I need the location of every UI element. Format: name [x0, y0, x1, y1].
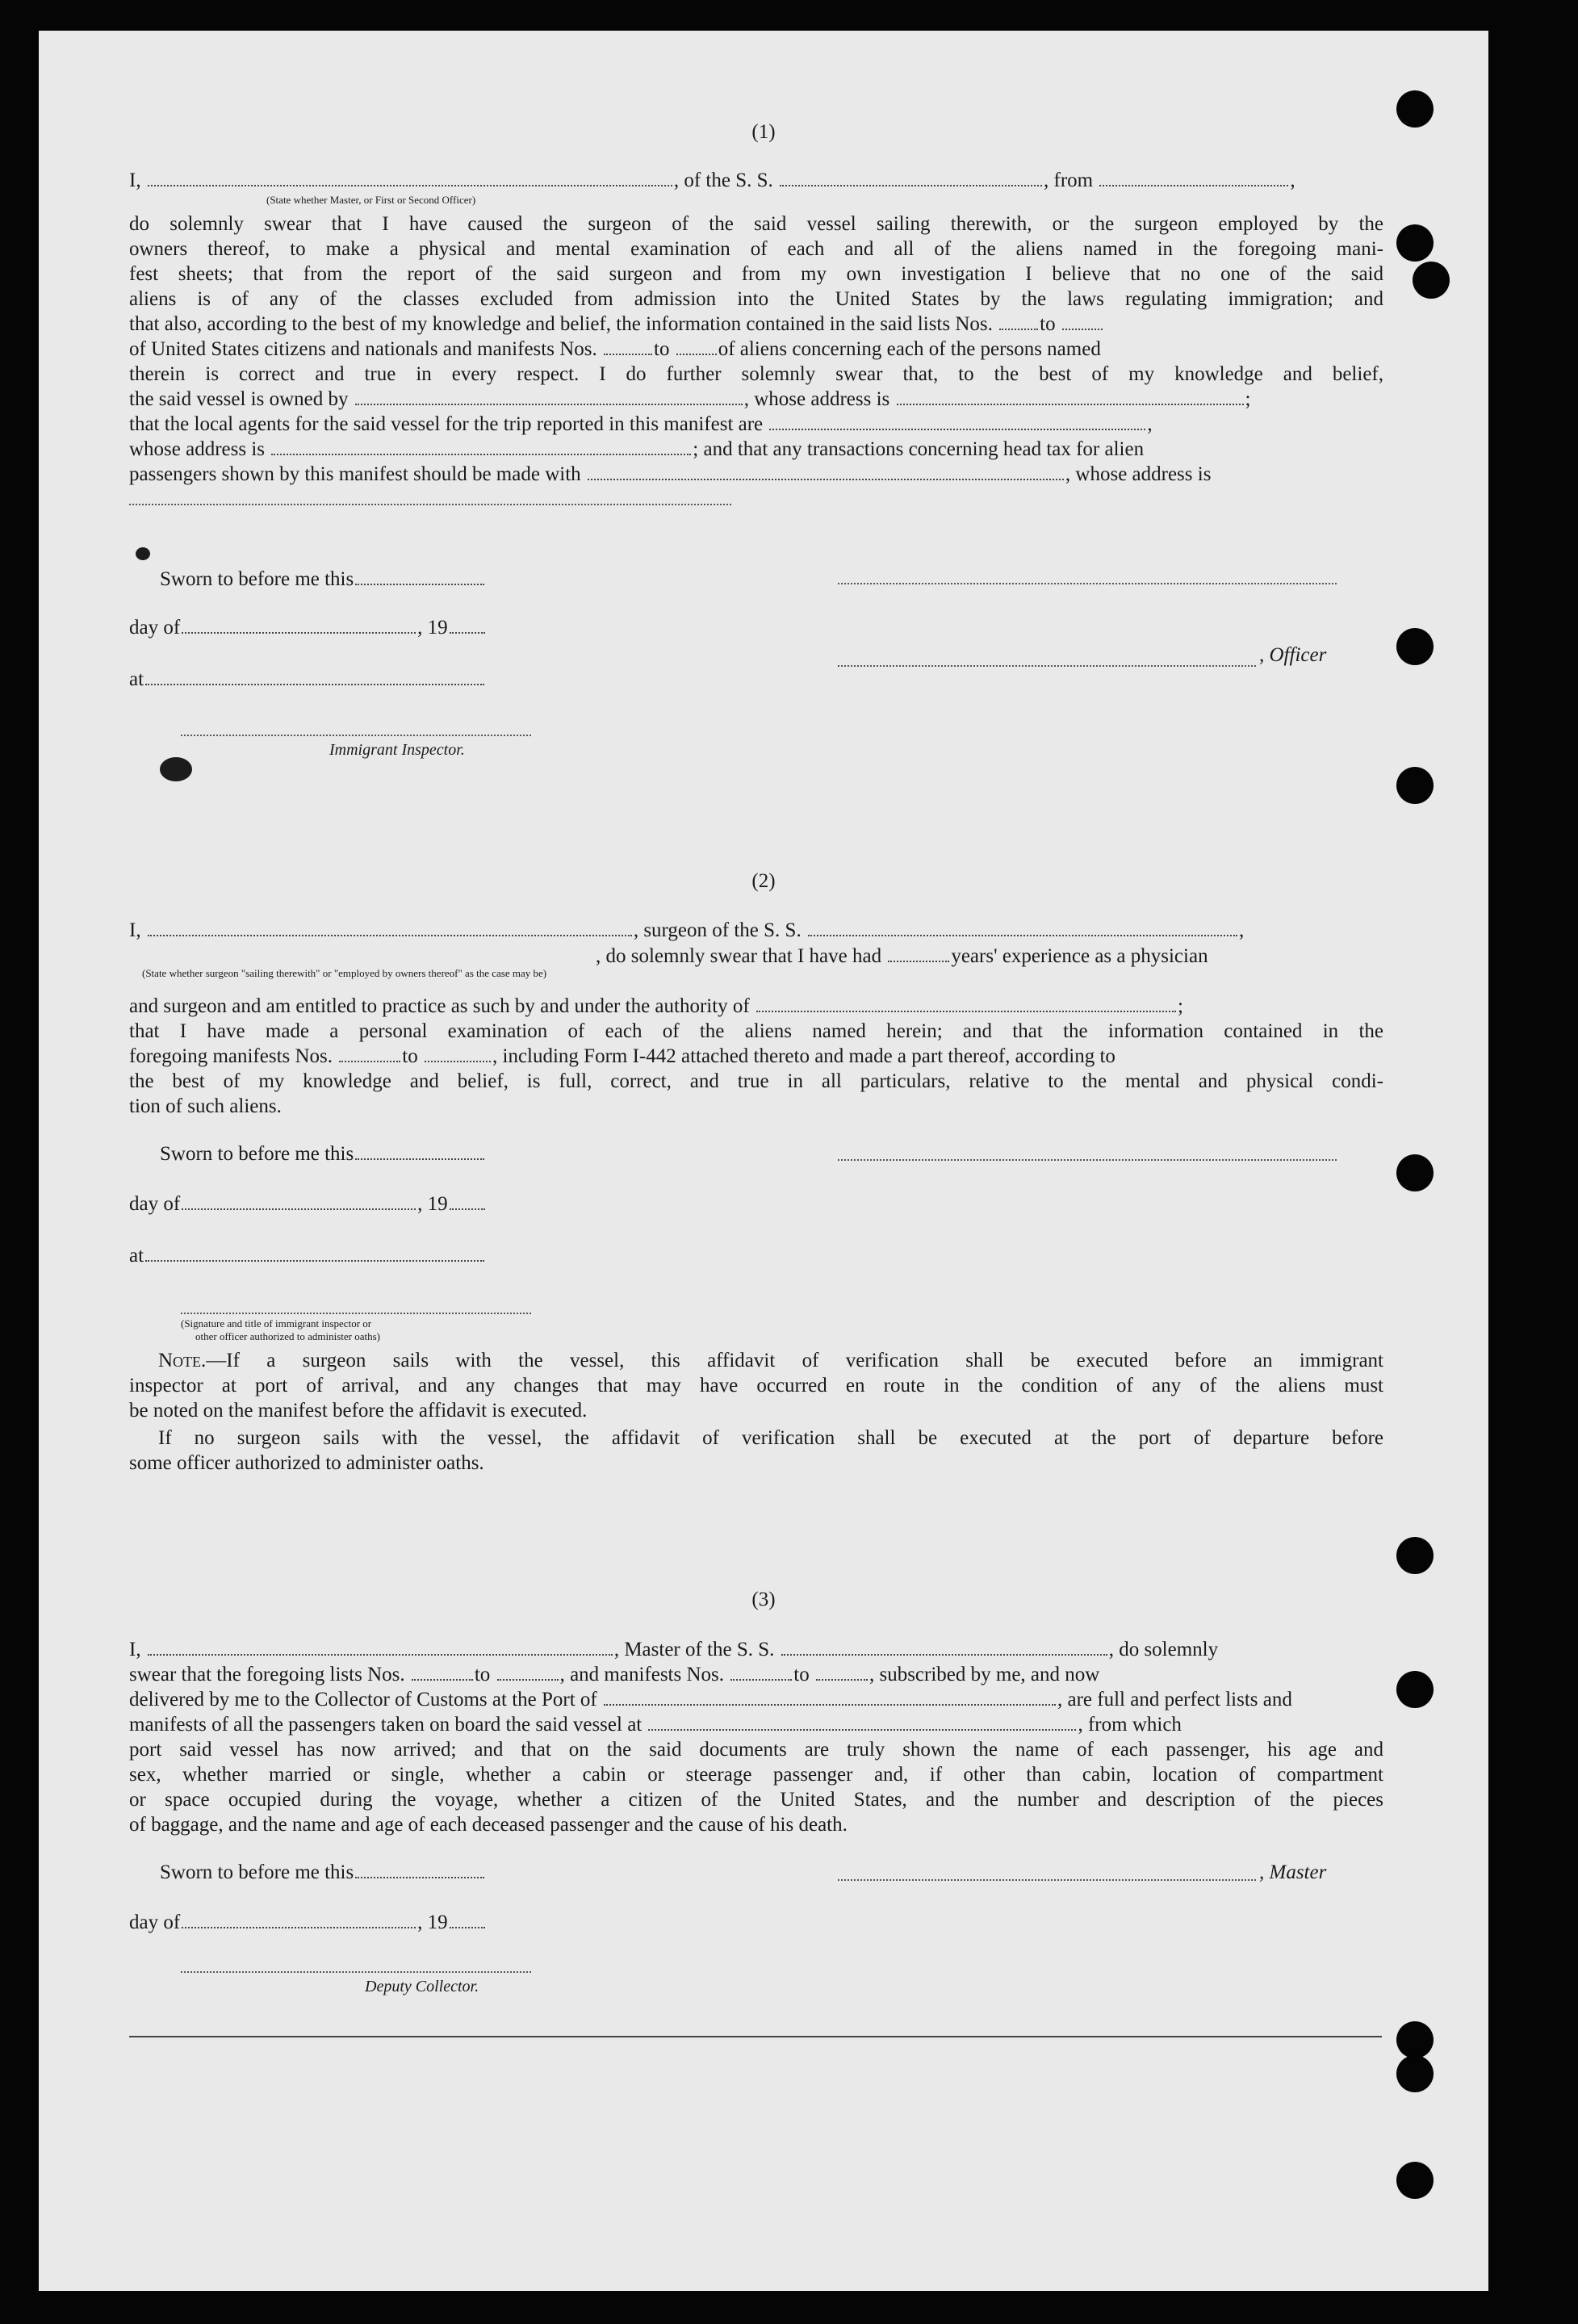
s2-inspector-sig-line [181, 1313, 531, 1314]
s1-inspector-sig-line [181, 735, 531, 736]
s1-line-6: that also, according to the best of my knowledge and belief, the information contained in the said lists Nos. to [129, 312, 1383, 337]
s2-note-line-1: Note.—If a surgeon sails with the vessel, this affidavit of verification shall be executed before an immigrant [158, 1350, 1383, 1371]
s2-note2-line-1: If no surgeon sails with the vessel, the affidavit of verification shall be executed at the port of departure before [158, 1427, 1383, 1449]
s3-deputy-label: Deputy Collector. [365, 1978, 479, 1995]
s1-officer-sig-line-2 [838, 665, 1256, 667]
s2-line-4: that I have made a personal examination of each of the aliens named herein; and that the information contained in the [129, 1020, 1383, 1042]
s1-at: at [129, 668, 486, 691]
s3-master-label: , Master [1259, 1861, 1327, 1883]
punch-hole [1396, 1537, 1434, 1574]
s3-line-4: manifests of all the passengers taken on board the said vessel at , from which [129, 1714, 1182, 1736]
punch-hole [1396, 628, 1434, 665]
s3-sworn: Sworn to before me this [160, 1861, 486, 1884]
s2-day: day of , 19 [129, 1193, 487, 1216]
section-2-number: (2) [751, 870, 776, 892]
s3-line-2: swear that the foregoing lists Nos. to , and manifests Nos. to , subscribed by me, and now [129, 1664, 1100, 1685]
s1-sworn: Sworn to before me this [160, 568, 486, 591]
s2-sig-caption-2: other officer authorized to administer oaths) [195, 1330, 380, 1342]
punch-hole [1396, 224, 1434, 262]
punch-hole [1396, 2055, 1434, 2092]
s2-line-2: , do solemnly swear that I have had years' experience as a physician [596, 945, 1208, 967]
s2-note2-line-2: some officer authorized to administer oaths. [129, 1452, 484, 1474]
s2-caption: (State whether surgeon "sailing therewith" or "employed by owners thereof" as the case may be) [142, 967, 547, 979]
s1-line-4: fest sheets; that from the report of the said surgeon and from my own investigation I believe that no one of the said [129, 263, 1383, 285]
section-3-number: (3) [751, 1589, 776, 1610]
s3-line-3: delivered by me to the Collector of Customs at the Port of , are full and perfect lists and [129, 1689, 1292, 1711]
s3-deputy-sig-line [181, 1971, 531, 1973]
punch-hole [1396, 2021, 1434, 2058]
s1-line-9: the said vessel is owned by , whose address is ; [129, 388, 1251, 410]
s2-line-7: tion of such aliens. [129, 1095, 282, 1117]
s3-line-7: or space occupied during the voyage, whether a citizen of the United States, and the number and description of the pieces [129, 1789, 1383, 1811]
s1-line-8: therein is correct and true in every respect. I do further solemnly swear that, to the best of my knowledge and belief, [129, 363, 1383, 385]
punch-hole [1396, 767, 1434, 804]
s2-line-5: foregoing manifests Nos. to , including Form I-442 attached thereto and made a part thereof, according to [129, 1045, 1115, 1067]
s1-line-7: of United States citizens and nationals and manifests Nos. to of aliens concerning each of the persons named [129, 338, 1101, 360]
s1-officer-label: , Officer [1259, 644, 1327, 666]
s1-line-10: that the local agents for the said vessel for the trip reported in this manifest are , [129, 413, 1153, 435]
s2-note-line-3: be noted on the manifest before the affidavit is executed. [129, 1400, 588, 1422]
s1-line-12: passengers shown by this manifest should be made with , whose address is [129, 463, 1212, 485]
punch-hole [1413, 262, 1450, 299]
s1-line-3: owners thereof, to make a physical and mental examination of each and all of the aliens named in the foregoing mani- [129, 238, 1383, 260]
form-page [39, 31, 1488, 2291]
s1-inspector-label: Immigrant Inspector. [329, 741, 465, 759]
s3-line-1: I, , Master of the S. S. , do solemnly [129, 1639, 1219, 1660]
s3-line-6: sex, whether married or single, whether a cabin or steerage passenger and, if other than cabin, location of compartment [129, 1764, 1383, 1786]
s1-address-line [129, 504, 731, 505]
s3-line-5: port said vessel has now arrived; and that on the said documents are truly shown the name of each passenger, his age and [129, 1739, 1383, 1761]
s1-line-1: I, , of the S. S. , from , [129, 170, 1295, 191]
ink-smudge [136, 547, 150, 560]
ink-smudge [160, 757, 192, 781]
s3-day: day of , 19 [129, 1912, 487, 1934]
s3-master-sig-line [838, 1879, 1256, 1881]
s2-line-6: the best of my knowledge and belief, is full, correct, and true in all particulars, relative to the mental and physical condi- [129, 1070, 1383, 1092]
s2-line-1: I, , surgeon of the S. S. , [129, 919, 1245, 941]
s2-sworn: Sworn to before me this [160, 1143, 486, 1166]
section-1-number: (1) [751, 121, 776, 143]
s1-caption: (State whether Master, or First or Second Officer) [266, 194, 476, 206]
s1-line-2: do solemnly swear that I have caused the surgeon of the said vessel sailing therewith, or the surgeon employed by the [129, 213, 1383, 235]
punch-hole [1396, 1154, 1434, 1191]
s2-at: at [129, 1245, 486, 1267]
bottom-rule [129, 2036, 1382, 2037]
punch-hole [1396, 1671, 1434, 1708]
s1-day: day of , 19 [129, 617, 487, 639]
s2-line-3: and surgeon and am entitled to practice as such by and under the authority of ; [129, 995, 1183, 1017]
s2-note-line-2: inspector at port of arrival, and any changes that may have occurred en route in the condition of any of the aliens must [129, 1375, 1383, 1396]
s1-line-5: aliens is of any of the classes excluded from admission into the United States by the laws regulating immigration; and [129, 288, 1383, 310]
s1-line-11: whose address is ; and that any transactions concerning head tax for alien [129, 438, 1145, 460]
s2-sig-caption-1: (Signature and title of immigrant inspector or [181, 1317, 372, 1329]
s3-line-8: of baggage, and the name and age of each deceased passenger and the cause of his death. [129, 1814, 848, 1836]
s1-officer-sig-line-1 [838, 583, 1337, 584]
s2-officer-sig-line [838, 1159, 1337, 1161]
punch-hole [1396, 2162, 1434, 2199]
